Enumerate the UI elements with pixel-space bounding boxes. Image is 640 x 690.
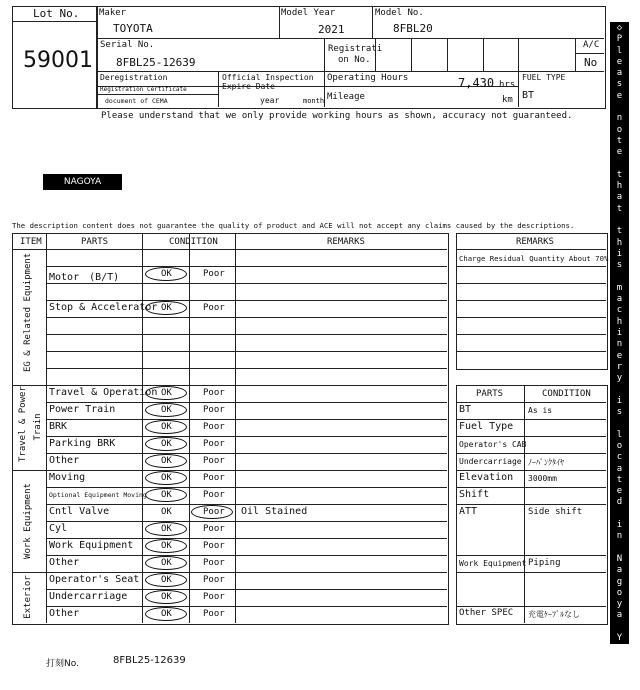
hrs-label: hrs: [499, 80, 516, 90]
poor-label: Poor: [203, 609, 225, 619]
ok-label: OK: [161, 388, 172, 398]
disclaimer: The description content does not guarantee the quality of product and ACE will not accept any claims caused by the descriptions.: [12, 221, 575, 230]
sidebar-char: [610, 418, 629, 429]
sidebar-char: t: [616, 135, 623, 146]
cntl-valve-remark: Oil Stained: [241, 506, 308, 517]
row-power-train: Power Train: [49, 404, 116, 415]
sidebar-char: [610, 215, 629, 226]
sidebar-char: i: [616, 328, 623, 339]
op-hours-label: Operating Hours: [327, 73, 409, 83]
sidebar-char: t: [616, 203, 623, 214]
ok-label: OK: [161, 575, 172, 585]
sidebar-char: e: [616, 147, 623, 158]
spec-other-value: 充電ｹｰﾌﾞﾙなし: [528, 610, 580, 619]
specs-col-condition: CONDITION: [542, 389, 591, 399]
ok-label: OK: [161, 507, 172, 517]
sidebar-char: e: [616, 486, 623, 497]
ac-value: No: [584, 56, 598, 69]
row-optional-equipment: Optional Equipment Moving: [49, 491, 147, 499]
sidebar-char: a: [616, 192, 623, 203]
sidebar-char: i: [616, 395, 623, 406]
group-travel-2: Train: [33, 413, 43, 441]
spec-att: ATT: [459, 506, 478, 517]
model-year-value: 2021: [318, 23, 345, 36]
row-other-work: Other: [49, 557, 80, 568]
footer-value: 8FBL25-12639: [113, 655, 186, 666]
sidebar-char: e: [616, 56, 623, 67]
inspection-label-2: Expire Date: [222, 82, 275, 91]
col-condition: CONDITION: [169, 237, 218, 247]
location-badge: [43, 174, 122, 190]
location-sidebar: [610, 22, 629, 689]
row-motor: Motor (B/T): [49, 272, 120, 283]
ok-label: OK: [161, 490, 172, 500]
fuel-type-label: FUEL TYPE: [522, 73, 566, 82]
sidebar-char: c: [616, 452, 623, 463]
spec-work-equipment: Work Equipment: [459, 559, 527, 568]
col-remarks: REMARKS: [327, 237, 365, 247]
sidebar-char: [610, 272, 629, 283]
sidebar-char: P: [616, 34, 623, 45]
sidebar-char: [610, 159, 629, 170]
sidebar-char: ◇: [616, 678, 623, 689]
sidebar-char: h: [616, 237, 623, 248]
sidebar-char: c: [616, 305, 623, 316]
spec-undercarriage: Undercarriage: [459, 457, 522, 466]
footer-label: 打刻No.: [46, 659, 79, 669]
sidebar-char: [610, 509, 629, 520]
poor-label: Poor: [203, 507, 225, 517]
row-other-travel: Other: [49, 455, 80, 466]
ok-label: OK: [161, 405, 172, 415]
maker-label: Maker: [99, 8, 127, 18]
poor-label: Poor: [203, 439, 225, 449]
sidebar-char: n: [616, 339, 623, 350]
ok-label: OK: [161, 592, 172, 602]
poor-label: Poor: [203, 541, 225, 551]
year-label: year: [260, 96, 280, 105]
poor-label: Poor: [203, 388, 225, 398]
ok-label: OK: [161, 558, 172, 568]
row-travel-operation: Travel & Operation: [49, 387, 158, 398]
reg-cert-label: Registration Certificate: [100, 86, 187, 93]
fuel-type-value: BT: [522, 90, 535, 101]
spec-fuel-type: Fuel Type: [459, 421, 514, 432]
sidebar-char: [610, 385, 629, 396]
row-cyl: Cyl: [49, 523, 68, 534]
sidebar-char: l: [616, 429, 623, 440]
ok-label: OK: [161, 473, 172, 483]
group-work: Work Equipment: [23, 483, 33, 559]
ok-label: OK: [161, 303, 172, 313]
sidebar-char: a: [616, 644, 623, 655]
poor-label: Poor: [203, 456, 225, 466]
spec-elevation: Elevation: [459, 472, 514, 483]
group-eg: EG & Related Equipment: [23, 252, 33, 372]
maker-value: TOYOTA: [113, 22, 153, 35]
ok-label: OK: [161, 456, 172, 466]
col-parts: PARTS: [81, 237, 109, 247]
sidebar-char: n: [616, 113, 623, 124]
row-stop-accelerator: Stop & Accelerator: [49, 302, 158, 313]
location-badge-text: NAGOYA: [63, 177, 102, 187]
poor-label: Poor: [203, 558, 225, 568]
poor-label: Poor: [203, 490, 225, 500]
month-label: month: [303, 97, 325, 105]
sidebar-char: a: [616, 294, 623, 305]
spec-elevation-value: 3000mm: [528, 474, 557, 483]
accuracy-notice: Please understand that we only provide working hours as shown, accuracy not guaranteed.: [101, 111, 573, 121]
serial-label: Serial No.: [100, 40, 155, 50]
sidebar-char: [610, 102, 629, 113]
poor-label: Poor: [203, 422, 225, 432]
row-undercarriage: Undercarriage: [49, 591, 128, 602]
sidebar-char: t: [616, 474, 623, 485]
sidebar-char: t: [616, 226, 623, 237]
row-other-exterior: Other: [49, 608, 80, 619]
poor-label: Poor: [203, 269, 225, 279]
sidebar-char: e: [616, 350, 623, 361]
dereg-label: Deregistration: [100, 73, 168, 82]
op-hours-value: 7,430: [458, 76, 495, 90]
sidebar-char: N: [616, 553, 623, 564]
sidebar-char: d: [616, 497, 623, 508]
km-label: km: [502, 95, 513, 105]
sidebar-char: a: [616, 610, 623, 621]
sidebar-char: y: [616, 599, 623, 610]
sidebar-char: i: [616, 520, 623, 531]
ok-label: OK: [161, 609, 172, 619]
model-no-label: Model No.: [375, 8, 424, 18]
sidebar-char: o: [616, 440, 623, 451]
row-work-equipment: Work Equipment: [49, 540, 134, 551]
spec-other: Other SPEC: [459, 608, 514, 618]
ok-label: OK: [161, 524, 172, 534]
ok-label: OK: [161, 269, 172, 279]
poor-label: Poor: [203, 405, 225, 415]
model-no-value: 8FBL20: [393, 22, 433, 35]
sidebar-text: [610, 22, 629, 690]
lot-label: Lot No.: [33, 7, 80, 20]
spec-bt: BT: [459, 404, 472, 415]
sidebar-char: s: [616, 260, 623, 271]
sidebar-char: a: [616, 565, 623, 576]
sidebar-char: r: [616, 361, 623, 372]
sidebar-char: n: [616, 531, 623, 542]
row-moving: Moving: [49, 472, 86, 483]
right-remarks-line1: Charge Residual Quantity About 70%: [459, 254, 609, 263]
ok-label: OK: [161, 541, 172, 551]
ac-label: A/C: [583, 40, 600, 50]
sidebar-char: t: [616, 169, 623, 180]
poor-label: Poor: [203, 303, 225, 313]
sidebar-char: e: [616, 90, 623, 101]
sidebar-char: h: [616, 181, 623, 192]
group-exterior: Exterior: [23, 575, 33, 619]
sidebar-char: i: [616, 248, 623, 259]
poor-label: Poor: [203, 473, 225, 483]
group-travel-1: Travel & Power: [18, 386, 28, 462]
sidebar-char: d: [616, 666, 623, 677]
sidebar-char: s: [616, 79, 623, 90]
sidebar-char: o: [616, 124, 623, 135]
sidebar-char: h: [616, 316, 623, 327]
right-remarks-title: REMARKS: [516, 237, 554, 247]
spec-att-value: Side shift: [528, 507, 583, 517]
model-year-label: Model Year: [281, 8, 336, 18]
spec-undercarriage-value: ﾉｰﾊﾟﾝｸﾀｲﾔ: [528, 458, 564, 467]
sidebar-char: a: [616, 68, 623, 79]
inspection-label-1: Official Inspection: [222, 73, 314, 82]
row-cntl-valve: Cntl Valve: [49, 506, 110, 517]
ok-label: OK: [161, 422, 172, 432]
serial-value: 8FBL25-12639: [116, 56, 196, 69]
spec-shift: Shift: [459, 489, 490, 500]
cema-label: document of CEMA: [105, 97, 168, 105]
row-brk: BRK: [49, 421, 68, 432]
sidebar-char: s: [616, 407, 623, 418]
spec-work-equipment-value: Piping: [528, 558, 561, 568]
spec-operators-cab: Operator's CAB: [459, 440, 527, 449]
sidebar-char: g: [616, 576, 623, 587]
registration-label-1: Registrati: [328, 44, 383, 54]
sidebar-char: [610, 543, 629, 554]
sidebar-char: m: [616, 282, 623, 293]
sidebar-char: l: [616, 45, 623, 56]
row-parking-brk: Parking BRK: [49, 438, 116, 449]
poor-label: Poor: [203, 524, 225, 534]
col-item: ITEM: [20, 237, 42, 247]
sidebar-char: [610, 622, 629, 633]
sidebar-char: o: [616, 587, 623, 598]
registration-label-2: on No.: [338, 55, 371, 65]
sidebar-char: r: [616, 655, 623, 666]
poor-label: Poor: [203, 575, 225, 585]
sidebar-char: Y: [616, 633, 623, 644]
ok-label: OK: [161, 439, 172, 449]
poor-label: Poor: [203, 592, 225, 602]
lot-number: 59001: [23, 48, 93, 73]
sidebar-char: y: [616, 373, 623, 384]
specs-col-parts: PARTS: [476, 389, 504, 399]
sidebar-char: ◇: [616, 23, 623, 33]
mileage-label: Mileage: [327, 92, 365, 102]
sidebar-char: a: [616, 463, 623, 474]
spec-bt-value: As is: [528, 406, 553, 415]
row-operators-seat: Operator's Seat: [49, 574, 140, 585]
